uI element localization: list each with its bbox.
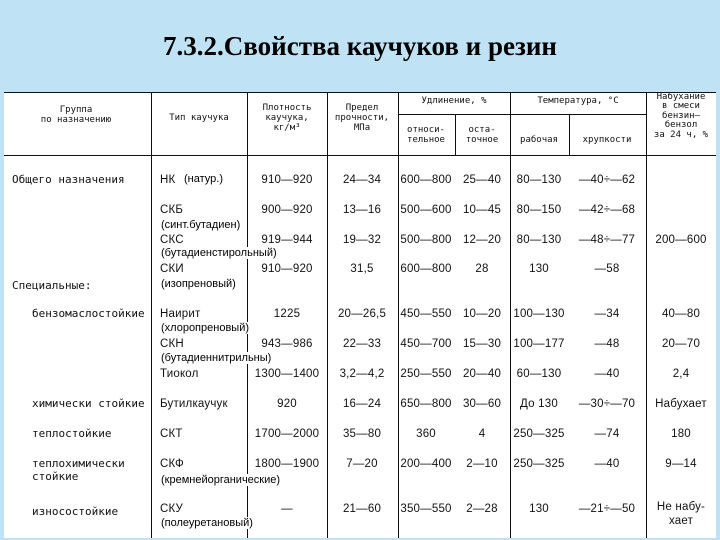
cell-temp-working: 80—150 <box>516 204 562 216</box>
cell-elongation-rel: 500—600 <box>400 204 452 216</box>
note-butadiene: (синт.бутадиен) <box>161 219 241 231</box>
group-label: стойкие <box>32 470 79 483</box>
cell-temp-brittle: —40÷—62 <box>578 174 636 186</box>
properties-table <box>4 92 716 538</box>
cell-swelling: 20—70 <box>661 338 701 350</box>
header-residual: оста- точное <box>465 125 499 145</box>
cell-elongation-rel: 350—550 <box>400 503 452 515</box>
cell-elongation-res: 15—30 <box>462 338 502 350</box>
note-isoprene: (изопреновый) <box>161 278 236 290</box>
header-elongation: Удлинение, % <box>421 96 487 106</box>
cell-strength: 35—80 <box>342 428 382 440</box>
cell-strength: 19—32 <box>342 234 382 246</box>
header-bottom-border <box>4 155 716 156</box>
table-top-border <box>4 92 716 93</box>
cell-density: 1225 <box>273 308 301 320</box>
cell-temp-working: До 130 <box>520 398 558 410</box>
cell-elongation-rel: 600—800 <box>400 263 452 275</box>
cell-elongation-res: 28 <box>475 263 489 275</box>
cell-type: СКН <box>160 338 184 350</box>
cell-elongation-res: 12—20 <box>462 234 502 246</box>
header-brittleness-temp: хрупкости <box>582 135 632 145</box>
cell-temp-brittle: —74 <box>594 428 620 440</box>
cell-elongation-rel: 250—550 <box>400 368 452 380</box>
cell-elongation-res: 4 <box>478 428 486 440</box>
cell-strength: 31,5 <box>350 263 374 275</box>
header-relative: относи- тельное <box>407 125 445 145</box>
cell-elongation-rel: 450—550 <box>400 308 452 320</box>
cell-type: СКБ <box>160 204 184 216</box>
cell-temp-working: 80—130 <box>516 174 562 186</box>
cell-type: СКФ <box>160 458 184 470</box>
cell-temp-working: 130 <box>529 503 549 515</box>
cell-swelling: Не набу- <box>656 501 706 513</box>
cell-temp-brittle: —58 <box>594 263 620 275</box>
cell-strength: 16—24 <box>342 398 382 410</box>
cell-elongation-res: 2—10 <box>466 458 498 470</box>
cell-strength: 21—60 <box>342 503 382 515</box>
cell-swelling: 200—600 <box>655 234 707 246</box>
group-label: химически стойкие <box>32 397 145 410</box>
cell-type: СКТ <box>160 428 183 440</box>
col-divider <box>398 92 399 538</box>
col-divider <box>569 114 570 156</box>
group-label: теплостойкие <box>32 427 112 440</box>
cell-type: Тиокол <box>160 368 199 380</box>
cell-temp-brittle: —34 <box>594 308 620 320</box>
header-swelling: Набухание в смеси бензин— бензол за 24 ч, % <box>653 92 709 140</box>
subheader-rule <box>398 114 646 115</box>
cell-elongation-res: 20—40 <box>462 368 502 380</box>
cell-elongation-rel: 650—800 <box>400 398 452 410</box>
cell-swelling-cont: хает <box>668 515 694 527</box>
cell-temp-brittle: —42÷—68 <box>578 204 636 216</box>
group-label: износостойкие <box>32 505 119 518</box>
col-divider <box>151 92 152 538</box>
cell-swelling: 40—80 <box>661 308 701 320</box>
group-label: Специальные: <box>12 279 92 292</box>
cell-type: СКИ <box>160 263 184 275</box>
cell-strength: 13—16 <box>342 204 382 216</box>
slide-title: 7.3.2.Свойства каучуков и резин <box>163 30 557 61</box>
cell-type: Наирит <box>160 308 201 320</box>
note-chloroprene: (хлоропреновый) <box>161 322 249 334</box>
header-group: Группа по назначению <box>40 105 112 125</box>
note-natural: (натур.) <box>184 173 223 185</box>
header-strength: Предел прочности, МПа <box>334 103 390 133</box>
cell-strength: 3,2—4,2 <box>339 368 385 380</box>
cell-elongation-res: 30—60 <box>462 398 502 410</box>
cell-temp-brittle: —21÷—50 <box>578 503 636 515</box>
col-divider <box>510 92 511 538</box>
header-type: Тип каучука <box>169 113 229 123</box>
cell-type: СКС <box>160 234 184 246</box>
header-density: Плотность каучука, кг/м³ <box>262 103 312 133</box>
header-working-temp: рабочая <box>520 135 558 145</box>
cell-density: 910—920 <box>261 263 313 275</box>
cell-temp-brittle: —40 <box>594 458 620 470</box>
note-nitrile: (бутадиеннитрильны) <box>161 352 272 364</box>
cell-temp-working: 100—130 <box>513 308 565 320</box>
cell-swelling: Набухает <box>655 398 707 410</box>
cell-elongation-rel: 450—700 <box>400 338 452 350</box>
cell-elongation-res: 2—28 <box>466 503 498 515</box>
cell-type: НК <box>160 174 176 186</box>
cell-strength: 7—20 <box>346 458 378 470</box>
cell-density: 900—920 <box>261 204 313 216</box>
cell-density: 1700—2000 <box>254 428 320 440</box>
cell-temp-brittle: —30÷—70 <box>578 398 636 410</box>
cell-elongation-rel: 500—800 <box>400 234 452 246</box>
cell-density: 910—920 <box>261 174 313 186</box>
cell-density: 920 <box>277 398 297 410</box>
cell-temp-working: 100—177 <box>513 338 565 350</box>
cell-temp-working: 60—130 <box>516 368 562 380</box>
cell-strength: 24—34 <box>342 174 382 186</box>
cell-density: 1300—1400 <box>254 368 320 380</box>
cell-strength: 22—33 <box>342 338 382 350</box>
cell-elongation-rel: 200—400 <box>400 458 452 470</box>
cell-swelling: 180 <box>671 428 691 440</box>
col-divider <box>646 92 647 538</box>
note-polyurethane: (полеуретановый) <box>161 517 253 529</box>
cell-density: — <box>281 503 293 515</box>
group-label: бензомаслостойкие <box>32 307 145 320</box>
cell-type: СКУ <box>160 503 184 515</box>
cell-temp-brittle: —40 <box>594 368 620 380</box>
cell-strength: 20—26,5 <box>337 308 387 320</box>
group-label: Общего назначения <box>12 173 125 186</box>
cell-temp-working: 250—325 <box>513 458 565 470</box>
cell-temp-brittle: —48÷—77 <box>578 234 636 246</box>
cell-elongation-res: 10—20 <box>462 308 502 320</box>
note-butadiene-styrene: (бутадиенстирольный) <box>161 247 277 259</box>
cell-temp-working: 130 <box>529 263 549 275</box>
header-temperature: Температура, °С <box>537 96 619 106</box>
note-organosilicon: (кремнейорганические) <box>161 474 281 486</box>
cell-temp-working: 250—325 <box>513 428 565 440</box>
cell-density: 919—944 <box>261 234 313 246</box>
cell-type: Бутилкаучук <box>160 398 228 410</box>
group-label: теплохимически <box>32 457 125 470</box>
cell-elongation-res: 10—45 <box>462 204 502 216</box>
cell-swelling: 2,4 <box>672 368 690 380</box>
col-divider <box>327 92 328 538</box>
col-divider <box>247 92 248 538</box>
cell-swelling: 9—14 <box>665 458 697 470</box>
cell-elongation-rel: 600—800 <box>400 174 452 186</box>
col-divider <box>455 114 456 156</box>
cell-elongation-rel: 360 <box>416 428 436 440</box>
cell-density: 943—986 <box>261 338 313 350</box>
cell-temp-working: 80—130 <box>516 234 562 246</box>
cell-elongation-res: 25—40 <box>462 174 502 186</box>
cell-temp-brittle: —48 <box>594 338 620 350</box>
cell-density: 1800—1900 <box>254 458 320 470</box>
